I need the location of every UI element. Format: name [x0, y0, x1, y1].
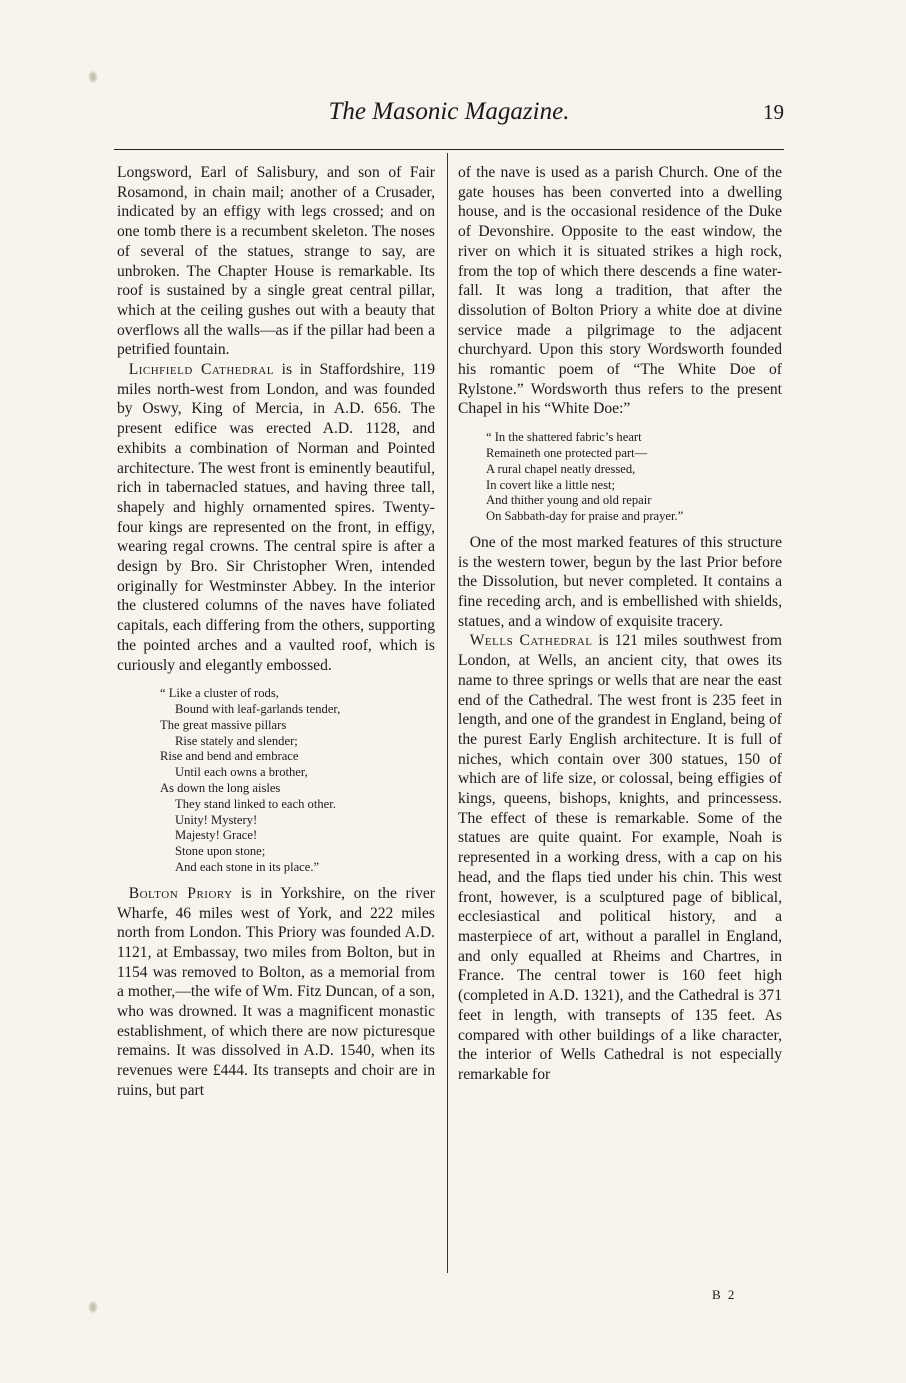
paragraph — [458, 533, 782, 632]
poem-line: Stone upon stone; — [175, 844, 266, 859]
poem-line: As down the long aisles — [160, 781, 281, 796]
header-rule — [114, 149, 784, 150]
paragraph — [458, 631, 782, 1084]
margin-blemish — [88, 70, 98, 84]
poem-line: They stand linked to each other. — [175, 796, 336, 811]
paragraph — [117, 884, 435, 1101]
section-heading: Lichfield Cathedral — [128, 361, 274, 379]
poem-line: Until each owns a brother, — [175, 765, 308, 780]
left-column — [117, 163, 435, 1101]
poem-line: And each stone in its place.” — [175, 860, 320, 875]
paragraph-text: is in Yorkshire, on the river Wharfe, 46 miles west of York, and 222 miles north from London. This Priory was founded A.D. 1121, at Embassay, two miles from Bolton, but in 1154 was removed to Bolton, as a memorial from a mother,—the wife of Wm. Fitz Duncan, of a son, who was drowned. It was a magnificent monastic establishment, of which there are now picturesque remains. It was dissolved in A.D. 1540, when its revenues were £444. Its transepts and choir are in ruins, but part — [117, 884, 435, 1099]
poem-line: The great massive pillars — [160, 717, 287, 732]
right-column — [458, 163, 782, 1085]
poem-line: Remaineth one protected part— — [486, 445, 648, 460]
poem-line: Bound with leaf-garlands tender, — [175, 702, 341, 717]
section-heading: Wells Cathedral — [469, 632, 593, 650]
poem-line: A rural chapel neatly dressed, — [486, 461, 636, 476]
paragraph-text: is 121 miles southwest from London, at Wells, an ancient city, that owes its name to three springs or wells that are near the east end of the Cathedral. The west front is 235 feet in length, and one of the grandest in England, being of the purest Early English architecture. It is full of niches, which contain over 300 statues, 150 of which are of life size, or colossal, being effigies of kings, queens, bishops, knights, and princessess. The effect of these is remarkable. Some of the statues are quite quaint. For example, Noah is represented in a working dress, with a cap on his head, and the flaps tied under his chin. This west front, however, is a sculptured page of biblical, ecclesiastical and political history, and a masterpiece of art, without a parallel in England, and only equalled at Rheims and Chartres, in France. The central tower is 160 feet high (completed in A.D. 1321), and the Cathedral is 371 feet in length, with transepts of 135 feet. As compared with other buildings of a like character, the interior of Wells Cathedral is not especially remarkable for — [458, 632, 782, 1083]
margin-blemish — [88, 1300, 98, 1314]
paragraph-text: Longsword, Earl of Salisbury, and son of Fair Rosamond, in chain mail; another of a Crusader, indicated by an effigy with legs crossed; and on one tomb there is a recumbent skeleton. The noses of several of the statues, strange to say, are unbroken. The Chapter House is remarkable. Its roof is sustained by a single great central pillar, which at the ceiling gushes out with a beauty that overflows all the walls—as if the pillar had been a petrified fountain. — [117, 164, 435, 359]
page-number: 19 — [763, 100, 784, 124]
poem-line: Rise stately and slender; — [175, 733, 298, 748]
poem-quotation — [160, 686, 435, 876]
paragraph-text: of the nave is used as a parish Church. One of the gate houses has been converted into a dwelling house, and is the occasional residence of the Duke of Devonshire. Opposite to the east window, the river on which it is situated strikes a high rock, from the top of which there descends a fine water-fall. It was long a tradition, that after the dissolution of Bolton Priory a white doe at divine service made a pilgrimage to the adjacent churchyard. Upon this story Wordsworth founded his romantic poem of “The White Doe of Rylstone.” Wordsworth thus refers to the present Chapel in his “White Doe:” — [458, 164, 782, 418]
poem-line: In covert like a little nest; — [486, 477, 616, 492]
poem-line: “ Like a cluster of rods, — [160, 686, 279, 701]
magazine-title: The Masonic Magazine. — [328, 98, 570, 125]
paragraph — [117, 163, 435, 360]
poem-line: And thither young and old repair — [486, 493, 652, 508]
column-divider — [447, 153, 448, 1273]
poem-line: “ In the shattered fabric’s heart — [486, 430, 642, 445]
poem-quotation — [486, 430, 782, 525]
poem-line: Unity! Mystery! — [175, 812, 258, 827]
paragraph — [117, 360, 435, 675]
poem-line: Rise and bend and embrace — [160, 749, 299, 764]
paragraph-text: One of the most marked features of this structure is the western tower, begun by the last Prior before the Dissolution, but never completed. It contains a fine receding arch, and is embellished with shields, statues, and a window of exquisite tracery. — [458, 533, 782, 630]
paragraph-text: is in Staffordshire, 119 miles north-west from London, and was founded by Oswy, King of Mercia, in A.D. 656. The present edifice was erected A.D. 1128, and exhibits a combination of Norman and Pointed architecture. The west front is eminently beautiful, rich in tabernacled statues, and having three tall, shapely and highly ornamented spires. Twenty-four kings are represented on the front, in effigy, wearing regal crowns. The central spire is after a design by Bro. Sir Christopher Wren, intended originally for Westminster Abbey. In the interior the clustered columns of the naves have foliated capitals, each differing from the others, supporting the pointed arches and a vaulted roof, which is curiously and elegantly embossed. — [117, 361, 436, 674]
printer-signature-mark: B 2 — [712, 1287, 737, 1302]
paragraph — [458, 163, 782, 419]
section-heading: Bolton Priory — [128, 884, 233, 902]
poem-line: Majesty! Grace! — [175, 828, 258, 843]
page-header — [114, 98, 784, 134]
poem-line: On Sabbath-day for praise and prayer.” — [486, 509, 684, 524]
